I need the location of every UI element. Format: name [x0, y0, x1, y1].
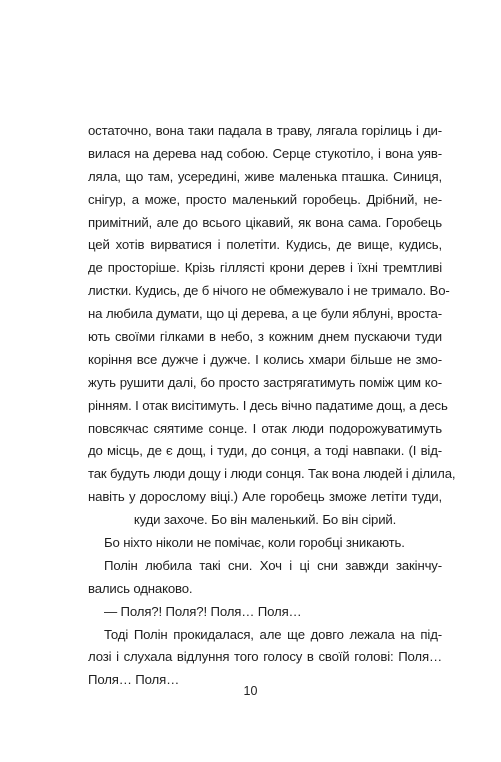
text-line: примітний, але до всього цікавий, як вона сама. Горобець: [88, 214, 442, 230]
text-line: цей хотів вирватися і полетіти. Кудись, де вище, кудись,: [88, 237, 442, 253]
text-line: так будуть люди дощу і люди сонця. Так вона людей і ділила,: [88, 466, 456, 482]
text-line: навіть у дорослому віці.) Але горобець зможе летіти туди,: [88, 489, 442, 505]
text-line: Тоді Полін прокидалася, але ще довго лежала на під-: [104, 626, 442, 642]
text-line: повсякчас сяятиме сонце. І отак люди подорожуватимуть: [88, 420, 442, 436]
text-line: коріння все дужче і дужче. І колись хмари більше не змо-: [88, 351, 442, 367]
text-line: вилася на дерева над собою. Серце стукотіло, і вона уяв-: [88, 145, 442, 161]
text-line: до місць, де є дощ, і туди, до сонця, а тоді навпаки. (І від-: [88, 443, 442, 459]
text-line: ють своїми гілками в небо, з кожним днем пускаючи туди: [88, 329, 442, 345]
text-line: Бо ніхто ніколи не помічає, коли горобці зникають.: [104, 535, 405, 551]
text-line: на любила думати, що ці дерева, а це були яблуні, вроста-: [88, 306, 442, 322]
text-line: снігур, а може, просто маленький горобець. Дрібний, не-: [88, 191, 442, 207]
text-line: рінням. І отак висітимуть. І десь вічно падатиме дощ, а десь: [88, 397, 448, 413]
text-line: остаточно, вона таки падала в траву, лягала горілиць і ди-: [88, 123, 442, 138]
text-line: ляла, що там, усередині, живе маленька пташка. Синиця,: [88, 168, 442, 184]
text-line: куди захоче. Бо він маленький. Бо він сірий.: [133, 512, 397, 528]
text-line: листки. Кудись, де б нічого не обмежувало і не тримало. Во-: [88, 283, 450, 299]
text-line: Полін любила такі сни. Хоч і ці сни завжди закінчу-: [104, 557, 442, 573]
text-line: — Поля?! Поля?! Поля… Поля…: [104, 603, 302, 619]
text-line: Поля… Поля…: [88, 672, 180, 688]
text-line: лозі і слухала відлуння того голосу в своїй голові: Поля…: [88, 649, 442, 665]
page-number: 10: [243, 684, 258, 698]
text-line: жуть рушити далі, бо просто застрягатимуть поміж цим ко-: [88, 374, 442, 390]
body-text: [88, 120, 456, 692]
text-line: де просторіше. Крізь гіллясті крони дерев і їхні тремтливі: [88, 260, 442, 276]
text-line: вались однаково.: [88, 580, 193, 596]
